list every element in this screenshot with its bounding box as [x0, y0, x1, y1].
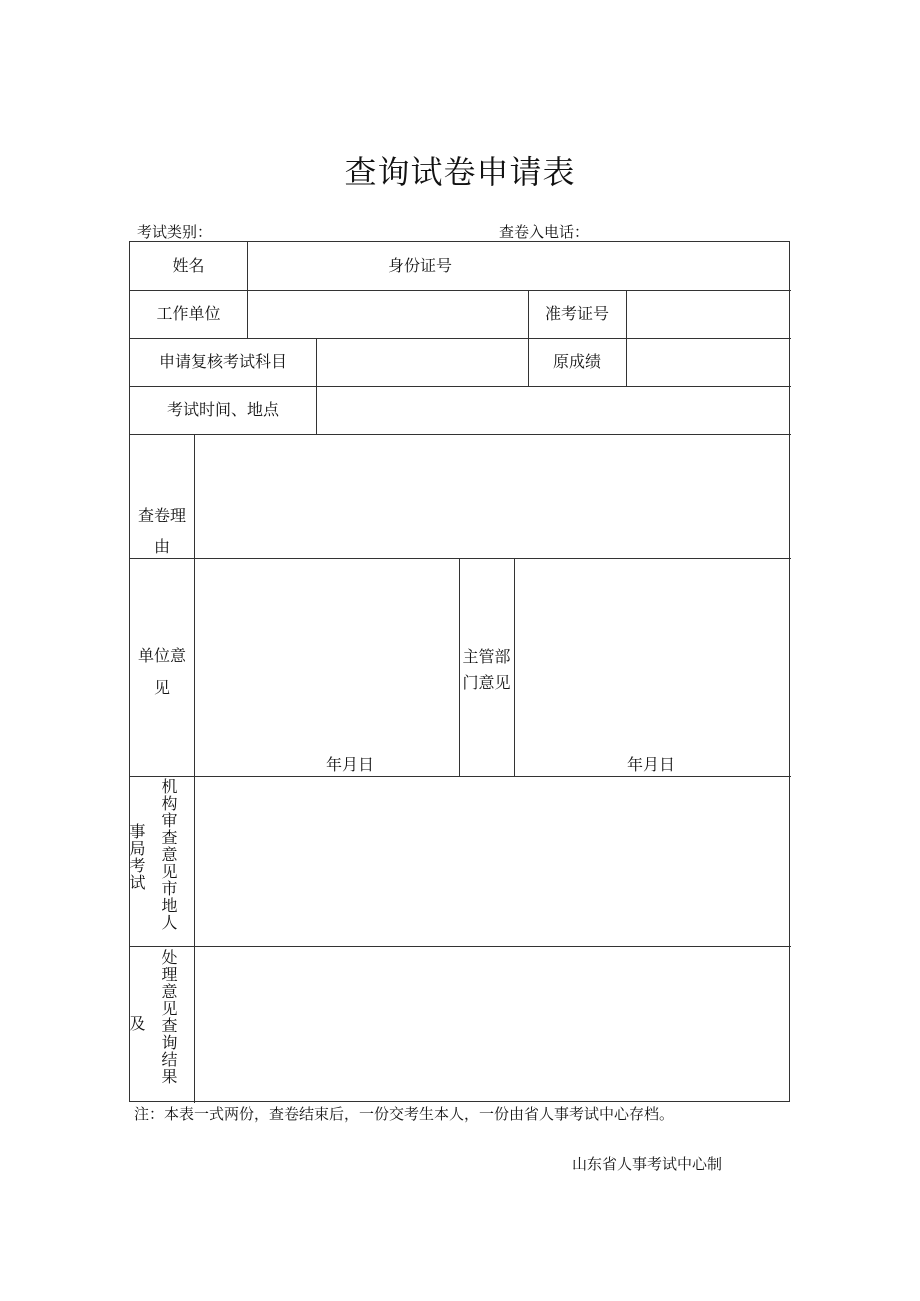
review-subject-label: 申请复核考试科目 [158, 352, 287, 371]
reason-label-line1: 查卷理 [137, 506, 186, 525]
bureau-label-left: 事局考试 [127, 823, 146, 891]
original-score-label: 原成绩 [552, 352, 601, 371]
result-label-right: 处理意见查询结果 [159, 949, 178, 1085]
issuer: 山东省人事考试中心制 [572, 1155, 723, 1173]
col-divider-opinion-1 [459, 558, 460, 776]
exam-type-label: 考试类别： [137, 223, 213, 241]
col-divider-name [247, 242, 248, 338]
row-divider-7 [130, 946, 791, 947]
name-label: 姓名 [172, 256, 205, 275]
col-divider-opinion-2 [514, 558, 515, 776]
row-divider-2 [130, 338, 791, 339]
page-title: 查询试卷申请表 [344, 153, 576, 191]
id-number-label: 身份证号 [388, 256, 453, 275]
dept-opinion-label-line1: 主管部 [462, 647, 511, 666]
unit-opinion-label-line1: 单位意 [137, 646, 186, 665]
row-divider-4 [130, 434, 791, 435]
col-divider-mid [528, 290, 529, 386]
dept-opinion-date: 年月日 [627, 755, 676, 774]
work-unit-label: 工作单位 [156, 304, 221, 323]
admission-no-label: 准考证号 [544, 304, 609, 323]
row-divider-6 [130, 776, 791, 777]
unit-opinion-date: 年月日 [326, 755, 375, 774]
bureau-label-right: 机构审查意见市地人 [159, 778, 178, 931]
footnote: 注：本表一式两份，查卷结束后，一份交考生本人，一份由省人事考试中心存档。 [134, 1105, 675, 1123]
col-divider-right [626, 290, 627, 386]
row-divider-5 [130, 558, 791, 559]
col-divider-label [194, 434, 195, 1103]
unit-opinion-label-line2: 见 [153, 678, 170, 697]
row-divider-1 [130, 290, 791, 291]
dept-opinion-label-line2: 门意见 [462, 673, 511, 692]
reason-label-line2: 由 [153, 537, 170, 556]
application-form [129, 241, 790, 1102]
exam-time-place-label: 考试时间、地点 [166, 400, 279, 419]
phone-label: 查卷入电话： [499, 223, 590, 241]
row-divider-3 [130, 386, 791, 387]
result-label-left: 及 [127, 1015, 146, 1032]
col-divider-subject [316, 338, 317, 434]
